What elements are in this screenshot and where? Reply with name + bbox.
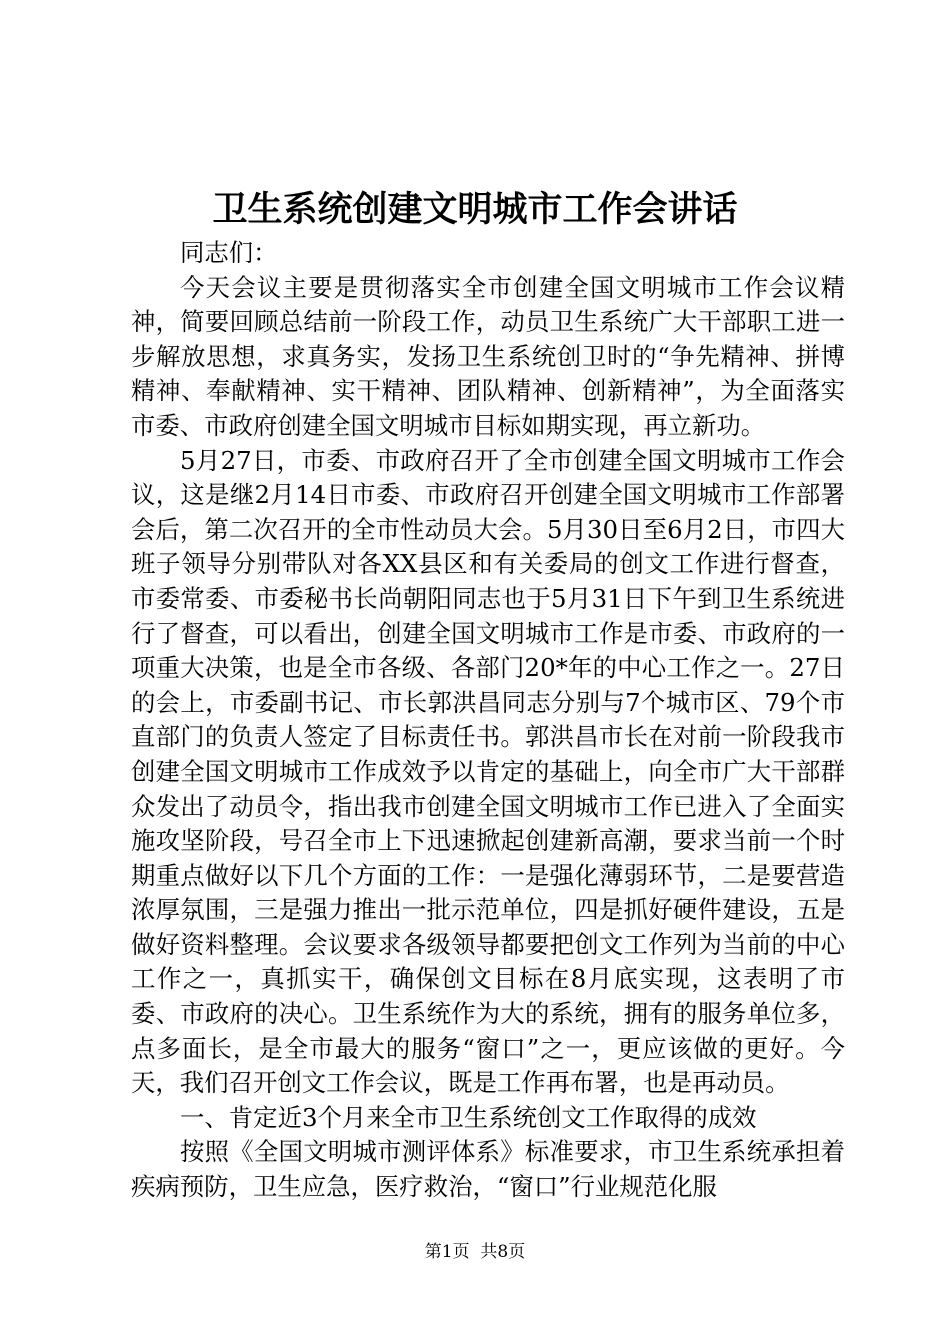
page-footer	[0, 1240, 950, 1264]
section-paragraph: 按照《全国文明城市测评体系》标准要求，市卫生系统承担着疾病预防，卫生应急，医疗救治，“窗口”行业规范化服	[131, 1137, 845, 1202]
page-total: 共8页	[480, 1242, 526, 1262]
section-heading: 一、肯定近3个月来全市卫生系统创文工作取得的成效	[180, 1102, 757, 1132]
document-body	[131, 236, 845, 1205]
page-number: 第1页	[424, 1242, 470, 1262]
meeting-summary-paragraph: 5月27日，市委、市政府召开了全市创建全国文明城市工作会议，这是继2月14日市委、市政府召开创建全国文明城市工作部署会后，第二次召开的全市性动员大会。5月30日至6月2日，市四大班子领导分别带队对各XX县区和有关委局的创文工作进行督查，市委常委、市委秘书长尚朝阳同志也于5月31日下午到卫生系统进行了督查，可以看出，创建全国文明城市工作是市委、市政府的一项重大决策，也是全市各级、各部门20*年的中心工作之一。27日的会上，市委副书记、市长郭洪昌同志分别与7个城市区、79个市直部门的负责人签定了目标责任书。郭洪昌市长在对前一阶段我市创建全国文明城市工作成效予以肯定的基础上，向全市广大干部群众发出了动员令，指出我市创建全国文明城市工作已进入了全面实施攻坚阶段，号召全市上下迅速掀起创建新高潮，要求当前一个时期重点做好以下几个方面的工作：一是强化薄弱环节，二是要营造浓厚氛围，三是强力推出一批示范单位，四是抓好硬件建设，五是做好资料整理。会议要求各级领导都要把创文工作列为当前的中心工作之一，真抓实干，确保创文目标在8月底实现，这表明了市委、市政府的决心。卫生系统作为大的系统，拥有的服务单位多，点多面长，是全市最大的服务“窗口”之一，更应该做的更好。今天，我们召开创文工作会议，既是工作再布署，也是再动员。	[131, 445, 845, 1098]
intro-paragraph: 今天会议主要是贯彻落实全市创建全国文明城市工作会议精神，简要回顾总结前一阶段工作，动员卫生系统广大干部职工进一步解放思想，求真务实，发扬卫生系统创卫时的“争先精神、拼博精神、奉献精神、实干精神、团队精神、创新精神”，为全面落实市委、市政府创建全国文明城市目标如期实现，再立新功。	[131, 272, 845, 440]
document-title: 卫生系统创建文明城市工作会讲话	[212, 189, 738, 230]
salutation-paragraph: 同志们：	[180, 238, 278, 267]
